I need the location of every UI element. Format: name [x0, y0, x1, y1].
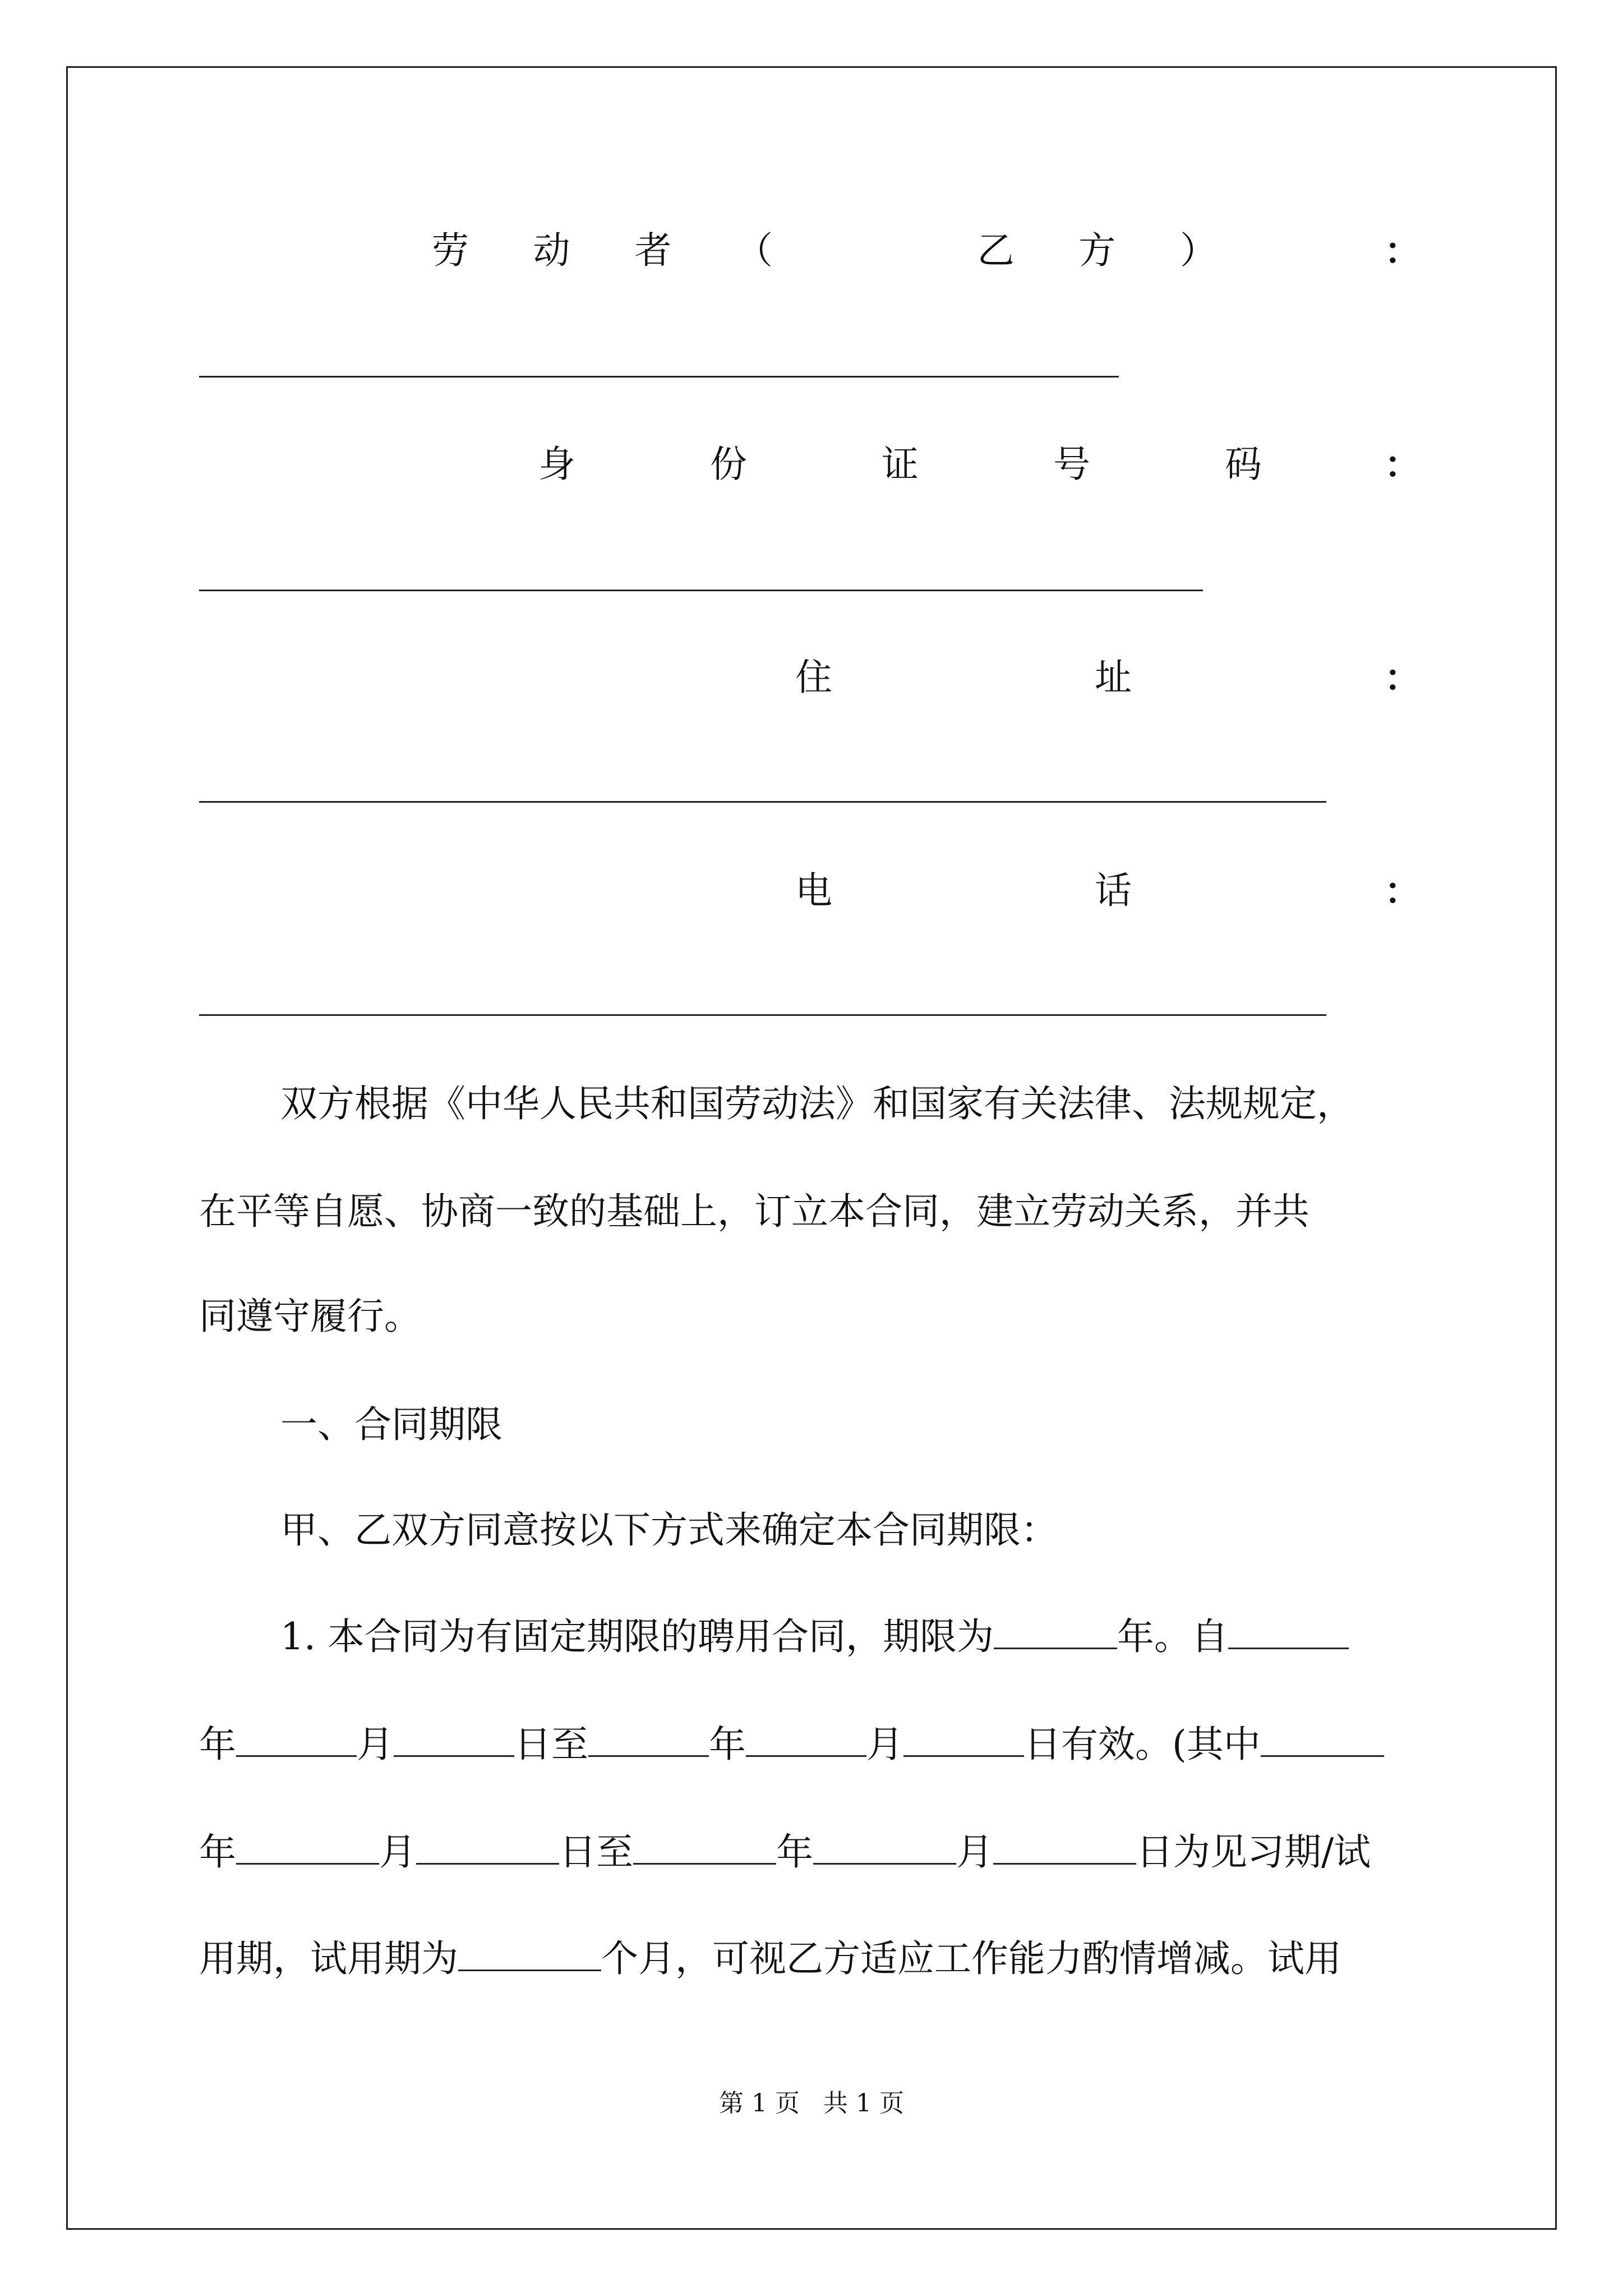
phone-label: [795, 868, 1132, 913]
intro-line-1: 双方根据《中华人民共和国劳动法》和国家有关法律、法规规定，: [280, 1082, 1354, 1125]
start-year-continued-blank[interactable]: [236, 1723, 357, 1757]
worker-label-char: 劳: [432, 229, 469, 272]
end-month-blank[interactable]: [746, 1723, 866, 1757]
worker-label-char: （: [735, 229, 773, 272]
probation-months-blank[interactable]: [458, 1937, 601, 1971]
id-number-label: [538, 442, 1262, 487]
item-1-text: 月: [866, 1723, 903, 1766]
item-1-text: 日至: [559, 1830, 633, 1874]
worker-label-char: 动: [533, 229, 570, 272]
worker-label: [432, 228, 1217, 273]
item-1-text: 年。自: [1117, 1615, 1228, 1658]
term-years-blank[interactable]: [994, 1615, 1117, 1649]
address-label: [795, 655, 1132, 700]
id-number-label-char: 证: [882, 443, 919, 486]
id-number-colon: ：: [1384, 443, 1421, 486]
page-number: 第 1 页: [719, 2089, 800, 2118]
item-1-text: 1. 本合同为有固定期限的聘用合同，期限为: [280, 1615, 994, 1658]
probation-end-month-blank[interactable]: [813, 1830, 956, 1865]
end-day-blank[interactable]: [903, 1723, 1024, 1757]
item-1-text: 年: [709, 1723, 746, 1766]
item-1-line-4: [199, 1936, 1341, 1981]
item-1-text: 年: [199, 1830, 236, 1874]
worker-label-char: ）: [1179, 229, 1217, 272]
item-1-text: 月: [379, 1830, 416, 1874]
item-1-text: 年: [199, 1723, 236, 1766]
item-1-text: 用期，试用期为: [199, 1937, 458, 1980]
probation-start-year-blank[interactable]: [1261, 1723, 1384, 1757]
id-number-label-char: 份: [710, 443, 747, 486]
phone-label-char: 话: [1095, 869, 1132, 912]
item-1-line-3: [199, 1830, 1371, 1875]
phone-colon: ：: [1384, 869, 1421, 913]
id-number-label-char: 号: [1053, 443, 1090, 486]
phone-fill-line[interactable]: [199, 1014, 1326, 1016]
item-1-text: 月: [956, 1830, 993, 1874]
probation-start-month-blank[interactable]: [416, 1830, 559, 1865]
worker-colon: ：: [1384, 229, 1421, 273]
item-1-text: 个月，可视乙方适应工作能力酌情增减。试用: [601, 1937, 1341, 1980]
phone-label-char: 电: [795, 869, 832, 912]
end-year-blank[interactable]: [588, 1723, 709, 1757]
probation-start-year-continued-blank[interactable]: [236, 1830, 379, 1865]
address-label-char: 址: [1095, 656, 1132, 699]
address-fill-line[interactable]: [199, 801, 1326, 803]
item-1-text: 年: [776, 1830, 813, 1874]
probation-end-day-blank[interactable]: [993, 1830, 1136, 1865]
intro-line-2: 在平等自愿、协商一致的基础上，订立本合同，建立劳动关系，并共: [199, 1190, 1310, 1233]
item-1-line-1: [280, 1614, 1349, 1659]
worker-label-char: 方: [1078, 229, 1116, 272]
item-1-text: 日为见习期/试: [1136, 1830, 1371, 1874]
worker-label-char: 乙: [977, 229, 1015, 272]
start-year-blank[interactable]: [1228, 1615, 1349, 1649]
start-month-blank[interactable]: [394, 1723, 514, 1757]
page-total: 共 1 页: [823, 2089, 904, 2118]
probation-end-year-blank[interactable]: [633, 1830, 776, 1865]
page-footer: [0, 2088, 1623, 2119]
section-1-lead: 甲、乙双方同意按以下方式来确定本合同期限：: [280, 1508, 1058, 1552]
item-1-text: 日有效。(其中: [1024, 1723, 1261, 1766]
worker-label-char: 者: [634, 229, 672, 272]
item-1-line-2: [199, 1722, 1384, 1767]
intro-line-3: 同遵守履行。: [199, 1295, 421, 1338]
item-1-text: 日至: [514, 1723, 588, 1766]
id-number-label-char: 身: [538, 443, 575, 486]
section-1-heading: 一、合同期限: [280, 1403, 502, 1446]
id-number-label-char: 码: [1225, 443, 1262, 486]
page-border: [66, 66, 1557, 2230]
id-number-fill-line[interactable]: [199, 590, 1203, 591]
address-colon: ：: [1384, 656, 1421, 700]
item-1-text: 月: [357, 1723, 394, 1766]
address-label-char: 住: [795, 656, 832, 699]
worker-fill-line[interactable]: [199, 376, 1119, 378]
